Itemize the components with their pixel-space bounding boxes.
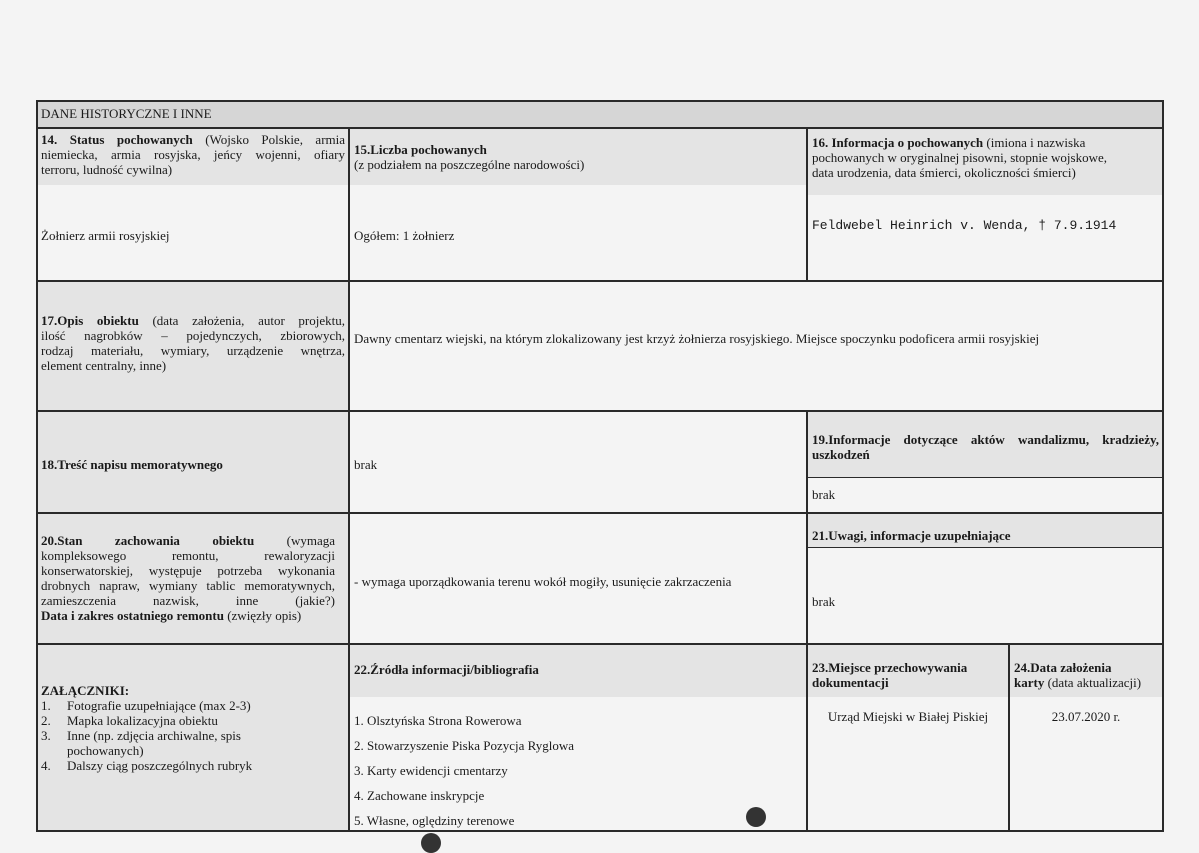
- f24-value: 23.07.2020 r.: [1051, 709, 1121, 724]
- f21-label: 21.Uwagi, informacje uzupełniające: [812, 528, 1011, 543]
- grid-line: [348, 127, 350, 832]
- attachment-text: Fotografie uzupełniające (max 2-3): [67, 698, 251, 713]
- attachment-text: Dalszy ciąg poszczególnych rubryk: [67, 758, 253, 773]
- grid-line: [36, 280, 1164, 282]
- f14-value: Żołnierz armii rosyjskiej: [41, 228, 170, 243]
- attachment-item: [41, 743, 252, 758]
- source-item: 2. Stowarzyszenie Piska Pozycja Ryglowa: [354, 738, 575, 753]
- grid-line: [807, 547, 1164, 548]
- grid-line: [36, 410, 1164, 412]
- grid-line: [1008, 643, 1010, 832]
- f16-label: 16. Informacja o pochowanych (imiona i nazwiska pochowanych w oryginalnej pisowni, stopnie wojskowe, data urodzenia, data śmierci, okoliczności śmierci): [812, 135, 1107, 180]
- attachment-text: Mapka lokalizacyjna obiektu: [67, 713, 218, 728]
- attachment-item: [41, 713, 252, 728]
- attachment-item: [41, 758, 252, 773]
- grid-line: [807, 477, 1164, 478]
- attachment-number: 1.: [41, 698, 51, 713]
- f15-value: Ogółem: 1 żołnierz: [354, 228, 455, 243]
- source-item: 4. Zachowane inskrypcje: [354, 788, 485, 803]
- f15-label: 15.Liczba pochowanych (z podziałem na poszczególne narodowości): [354, 142, 585, 172]
- grid-line: [36, 512, 1164, 514]
- grid-line: [36, 127, 1164, 129]
- attachment-number: 3.: [41, 728, 51, 743]
- f17-value: Dawny cmentarz wiejski, na którym zlokalizowany jest krzyż żołnierza rosyjskiego. Miejsce spoczynku podoficera armii rosyjskiej: [354, 331, 1040, 346]
- attachments-list: ZAŁĄCZNIKI: 1. Fotografie uzupełniające (max 2-3) 2. Mapka lokalizacyjna obiektu 3. Inne (np. zdjęcia archiwalne, spis pochowanych) 4. Dalszy ciąg poszczególnych rubryk: [41, 683, 253, 773]
- source-item: 5. Własne, oględziny terenowe: [354, 813, 515, 828]
- f22-label: 22.Źródła informacji/bibliografia: [354, 662, 539, 677]
- grid-line: [36, 100, 38, 832]
- f20-label: 20.Stan zachowania obiektu (wymaga kompleksowego remontu, rewaloryzacji konserwatorskiej, występuje potrzeba wykonania drobnych napraw, wymiany tablic memoratywnych, zamieszczenia nazwisk, inne (jakie?) Data i zakres ostatniego remontu (zwięzły opis): [41, 533, 335, 623]
- grid-line: [36, 643, 1164, 645]
- attachment-item: [41, 698, 252, 713]
- f22-sources-list: [354, 708, 574, 833]
- attachment-number: 4.: [41, 758, 51, 773]
- f20-value: - wymaga uporządkowania terenu wokół mogiły, usunięcie zakrzaczenia: [354, 574, 732, 589]
- section-title: DANE HISTORYCZNE I INNE: [41, 106, 212, 121]
- f14-label: 14. Status pochowanych (Wojsko Polskie, armia niemiecka, armia rosyjska, jeńcy wojenni, ofiary terroru, ludność cywilna): [41, 132, 346, 177]
- grid-line: [36, 830, 1164, 832]
- f19-label: 19.Informacje dotyczące aktów wandalizmu, kradzieży, uszkodzeń: [812, 432, 1159, 462]
- f16-value: Feldwebel Heinrich v. Wenda, † 7.9.1914: [812, 218, 1117, 233]
- f17-label: 17.Opis obiektu (data założenia, autor projektu, ilość nagrobków – pojedynczych, zbiorowych, rodzaj materiału, wymiary, urządzenie wnętrza, element centralny, inne): [41, 313, 345, 373]
- punch-hole-mark: [746, 807, 766, 827]
- f21-value: brak: [812, 594, 836, 609]
- f19-value: brak: [812, 487, 836, 502]
- grid-line: [806, 410, 808, 832]
- source-item: 3. Karty ewidencji cmentarzy: [354, 763, 508, 778]
- f18-label: 18.Treść napisu memoratywnego: [41, 457, 223, 472]
- grid-line: [806, 127, 808, 280]
- attachment-text: pochowanych): [67, 743, 144, 758]
- attachment-number: 2.: [41, 713, 51, 728]
- f24-label: 24.Data założenia karty (data aktualizacji): [1014, 660, 1142, 690]
- grid-line: [36, 100, 1164, 102]
- punch-hole-mark: [421, 833, 441, 853]
- attachment-item: [41, 728, 252, 743]
- attachment-number: [41, 743, 67, 758]
- f23-value: Urząd Miejski w Białej Piskiej: [827, 709, 989, 724]
- attachment-text: Inne (np. zdjęcia archiwalne, spis: [67, 728, 241, 743]
- f18-value: brak: [354, 457, 378, 472]
- f23-label: 23.Miejsce przechowywania dokumentacji: [812, 660, 968, 690]
- source-item: 1. Olsztyńska Strona Rowerowa: [354, 713, 522, 728]
